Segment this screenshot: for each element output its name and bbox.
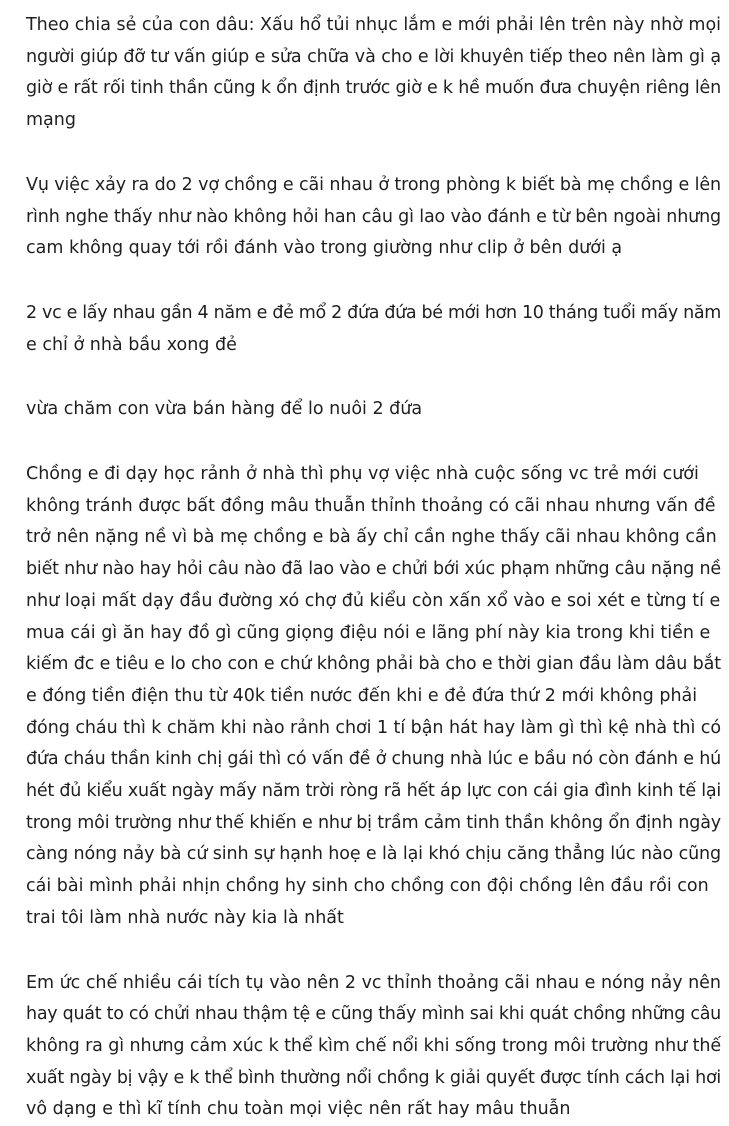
text-line: trai tôi làm nhà nước này kia là nhất	[26, 907, 344, 928]
text-line: đóng cháu thì k chăm khi nào rảnh chơi 1 tí bận hát hay làm gì thì kệ nhà thì có	[26, 717, 721, 738]
text-line: càng nóng nảy bà cứ sinh sự hạnh hoẹ e là lại khó chịu căng thẳng lúc nào cũng	[26, 844, 722, 865]
text-line: Em ức chế nhiều cái tích tụ vào nên 2 vc thỉnh thoảng cãi nhau e nóng nảy nên	[26, 972, 721, 993]
paragraph-1	[26, 10, 722, 137]
paragraph-2	[26, 170, 722, 265]
text-line: cái bài mình phải nhịn chồng hy sinh cho chồng con đội chồng lên đầu rồi con	[26, 876, 709, 897]
post-body	[26, 10, 722, 1126]
paragraph-4	[26, 394, 716, 426]
text-line: vô dạng e thì kĩ tính chu toàn mọi việc nên rất hay mâu thuẫn	[26, 1099, 571, 1120]
paragraph-3	[26, 298, 721, 361]
text-line: biết như nào hay hỏi câu nào đã lao vào e chửi bới xúc phạm những câu nặng nề	[26, 559, 721, 580]
text-line: Theo chia sẻ của con dâu: Xấu hổ tủi nhục lắm e mới phải lên trên này nhờ mọi	[26, 15, 721, 35]
text-line: Vụ việc xảy ra do 2 vợ chồng e cãi nhau ở trong phòng k biết bà mẹ chồng e lên	[26, 174, 722, 195]
text-line: kiếm đc e tiêu e lo cho con e chứ không phải bà cho e thời gian đầu làm dâu bắt	[26, 654, 721, 675]
text-line: người giúp đỡ tư vấn giúp e sửa chữa và cho e lời khuyên tiếp theo nên làm gì ạ	[26, 46, 721, 67]
text-line: vừa chăm con vừa bán hàng để lo nuôi 2 đứa	[26, 399, 423, 420]
text-line: e chỉ ở nhà bầu xong đẻ	[26, 334, 237, 355]
text-line: trở nên nặng nề vì bà mẹ chồng e bà ấy chỉ cần nghe thấy cãi nhau không cần	[26, 527, 717, 548]
text-line: như loại mất dạy đầu đường xó chợ đủ kiểu còn xấn xổ vào e soi xét e từng tí e	[26, 590, 721, 611]
text-line: không tránh được bất đồng mâu thuẫn thỉnh thoảng có cãi nhau nhưng vấn đề	[26, 495, 716, 516]
paragraph-5	[26, 459, 722, 935]
text-line: không ra gì nhưng cảm xúc k thể kìm chế nổi khi sống trong môi trường như thế	[26, 1035, 721, 1056]
text-line: mua cái gì ăn hay đồ gì cũng giọng điệu nói e lãng phí này kia trong khi tiền e	[26, 622, 711, 643]
text-line: rình nghe thấy như nào không hỏi han câu gì lao vào đánh e từ bên ngoài nhưng	[26, 206, 721, 227]
paragraph-6	[26, 968, 722, 1126]
text-line: hét đủ kiểu xuất ngày mấy năm trời ròng rã hết áp lực con cái gia đình kinh tế lại	[26, 781, 722, 802]
text-line: Chồng e đi dạy học rảnh ở nhà thì phụ vợ việc nhà cuộc sống vc trẻ mới cưới	[26, 464, 699, 485]
text-line: e đóng tiền điện thu từ 40k tiền nước đến khi e đẻ đứa thứ 2 mới không phải	[26, 685, 698, 706]
text-line: giờ e rất rối tinh thần cũng k ổn định trước giờ e k hề muốn đưa chuyện riêng lên	[26, 78, 722, 99]
text-line: đứa cháu thần kinh chị gái thì có vấn đề ở chung nhà lúc e bầu nó còn đánh e hú	[26, 749, 722, 770]
text-line: cam không quay tới rồi đánh vào trong giường như clip ở bên dưới ạ	[26, 238, 623, 259]
text-line: xuất ngày bị vậy e k thể bình thường nổi chồng k giải quyết được tính cách lại hơi	[26, 1067, 722, 1088]
text-line: trong môi trường như thế khiến e như bị trầm cảm tinh thần không ổn định ngày	[26, 812, 721, 833]
text-line: 2 vc e lấy nhau gần 4 năm e đẻ mổ 2 đứa đứa bé mới hơn 10 tháng tuổi mấy năm	[26, 302, 721, 323]
text-line: hay quát to có chửi nhau thậm tệ e cũng thấy mình sai khi quát chồng những câu	[26, 1004, 721, 1025]
text-line: mạng	[26, 110, 76, 131]
